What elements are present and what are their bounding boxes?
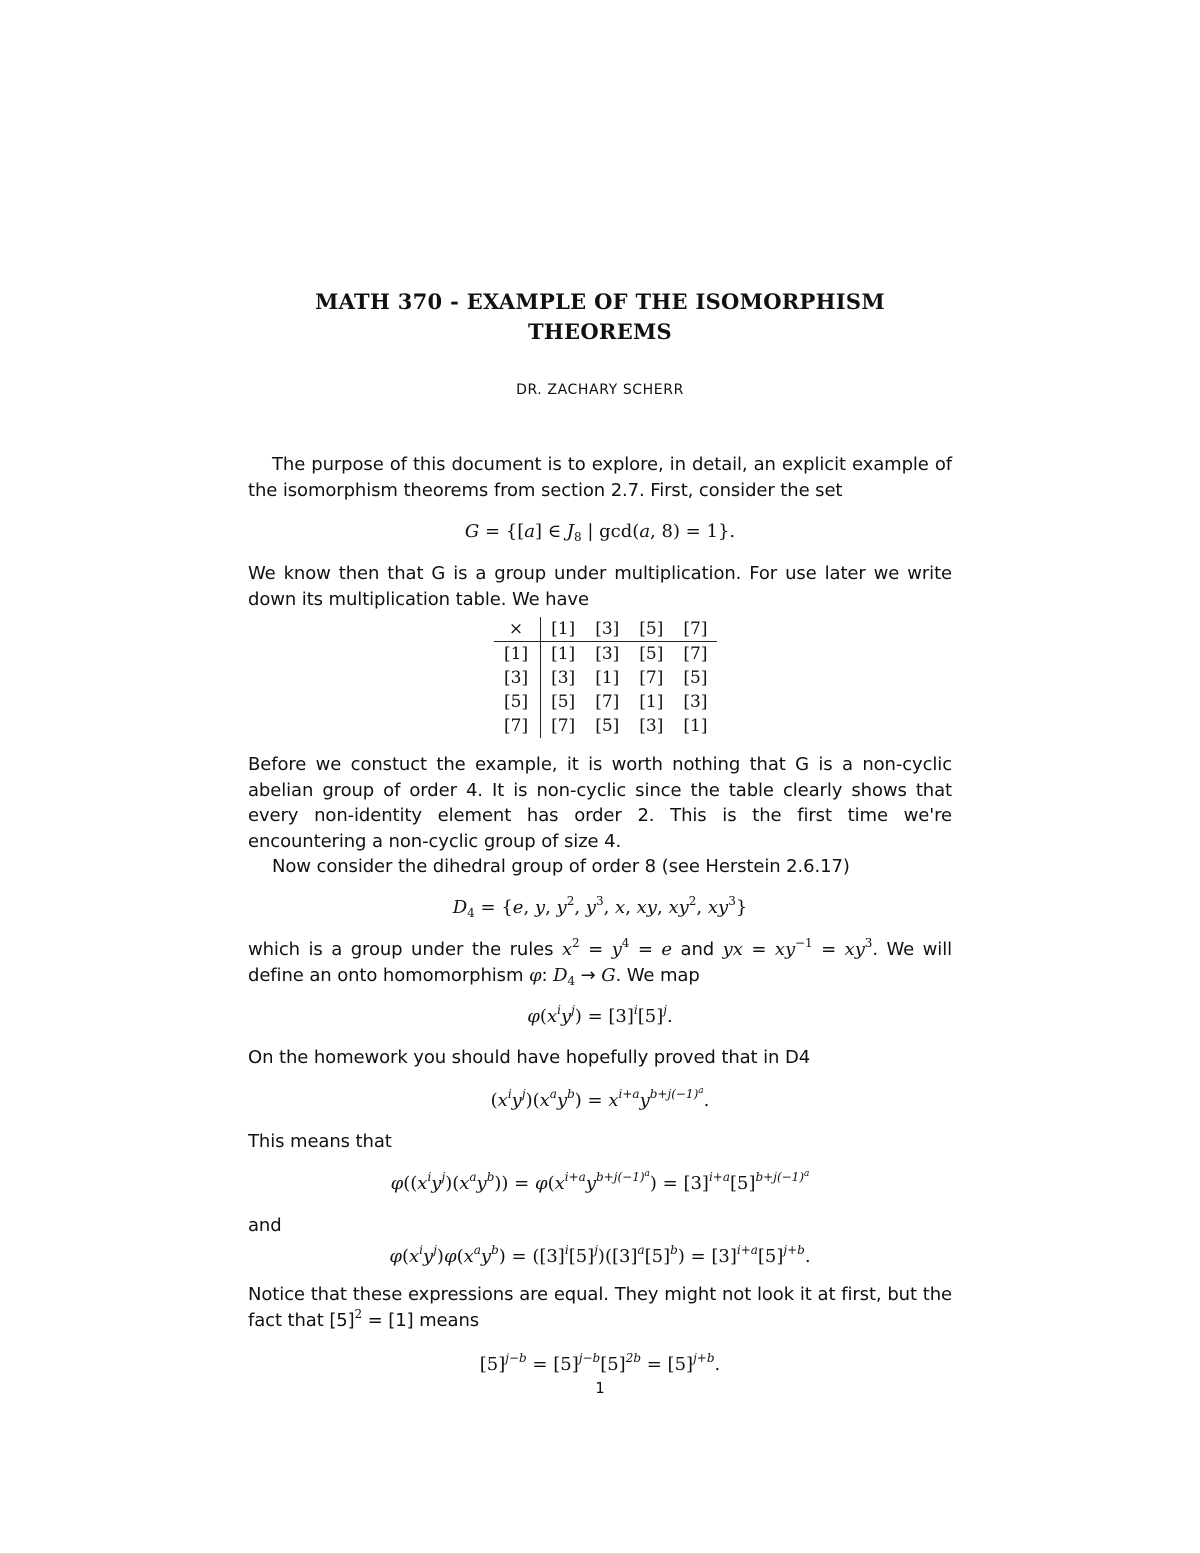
table-corner: ×	[494, 617, 541, 642]
this-means-paragraph: This means that	[248, 1131, 392, 1152]
table-header-cell: [1]	[541, 617, 586, 642]
table-row	[494, 666, 717, 690]
table-cell: [3]	[683, 692, 708, 712]
paper-title-line-1: MATH 370 - EXAMPLE OF THE ISOMORPHISM	[315, 289, 885, 314]
table-cell: [5]	[683, 668, 708, 688]
paper-title-line-2: THEOREMS	[527, 319, 673, 344]
intro-paragraph: The purpose of this document is to explore, in detail, an explicit example of the isomorphism theorems from section 2.7. First, consider the set	[248, 454, 952, 501]
author-name: DR. ZACHARY SCHERR	[516, 382, 684, 398]
table-row	[494, 642, 717, 667]
table-header-cell: [3]	[585, 617, 629, 642]
row-label: [3]	[494, 666, 541, 690]
table-cell: [7]	[683, 644, 708, 664]
table-header-cell: [5]	[629, 617, 673, 642]
final-equation: $[5]^{j-b} = [5]^{j-b}[5]^{2b} = [5]^{j+b}$.	[479, 1351, 721, 1375]
phi-of-factors-equation: $\varphi(x^iy^j)\varphi(x^ay^b) = ([3]^i[5]^j)([3]^a[5]^b) = [3]^{i+a}[5]^{j+b}$.	[389, 1243, 811, 1267]
table-cell: [7]	[639, 668, 664, 688]
page-number: 1	[595, 1379, 605, 1397]
notice-paragraph: Notice that these expressions are equal. They might not look it at first, but the fact that $[5]^2 = [1]$ means	[248, 1284, 952, 1331]
product-rule-equation: $(x^iy^j)(x^ay^b) = x^{i+a}y^{b+j(-1)^a}$.	[490, 1086, 710, 1111]
row-label: [5]	[494, 690, 541, 714]
table-cell: [3]	[639, 716, 664, 736]
multiplication-table	[494, 617, 717, 738]
table-cell: [7]	[551, 716, 576, 736]
d4-set-equation: $D_4 = \{e$, y, $y^2$, $y^3$, x, xy, $xy^2$, $xy^3$}	[452, 894, 748, 920]
table-cell: [5]	[551, 692, 576, 712]
table-cell: [3]	[551, 668, 576, 688]
table-cell: [1]	[683, 716, 708, 736]
table-cell: [1]	[595, 668, 620, 688]
dihedral-paragraph: Now consider the dihedral group of order 8 (see Herstein 2.6.17)	[272, 856, 850, 877]
row-label: [1]	[494, 642, 541, 667]
set-g-equation: G = {[a] ∈ $J_8$ | gcd(a, 8) = 1}.	[464, 521, 736, 544]
and-paragraph: and	[248, 1215, 282, 1236]
homework-paragraph	[248, 1045, 952, 1071]
group-paragraph: We know then that G is a group under multiplication. For use later we write down its multiplication table. We have	[248, 563, 952, 610]
table-row	[494, 714, 717, 738]
table-cell: [7]	[595, 692, 620, 712]
table-cell: [5]	[639, 644, 664, 664]
table-cell: [5]	[595, 716, 620, 736]
phi-product-equation: $\varphi((x^iy^j)(x^ay^b)) = \varphi(x^{i+a}y^{b+j(-1)^a}) = [3]^{i+a}[5]^{b+j(-1)^a}$	[390, 1169, 810, 1194]
table-cell: [1]	[551, 644, 576, 664]
homework-text: On the homework you should have hopefully proved that in D4	[248, 1047, 811, 1068]
row-label: [7]	[494, 714, 541, 738]
table-cell: [3]	[595, 644, 620, 664]
group-rules-paragraph: which is a group under the rules $x^2 = y^4 = e$ and yx = $xy^{-1} = xy^3$. We will define an onto homomorphism φ: $D_4 \to G$. We map	[248, 936, 952, 988]
table-row	[494, 690, 717, 714]
phi-definition-equation: $\varphi(x^iy^j) = [3]^i[5]^j$.	[527, 1003, 673, 1027]
table-cell: [1]	[639, 692, 664, 712]
non-cyclic-paragraph: Before we constuct the example, it is worth nothing that G is a non-cyclic abelian group of order 4. It is non-cyclic since the table clearly shows that every non-identity element has order 2. This is the first time we're encountering a non-cyclic group of size 4.	[248, 754, 952, 852]
table-header-cell: [7]	[673, 617, 717, 642]
